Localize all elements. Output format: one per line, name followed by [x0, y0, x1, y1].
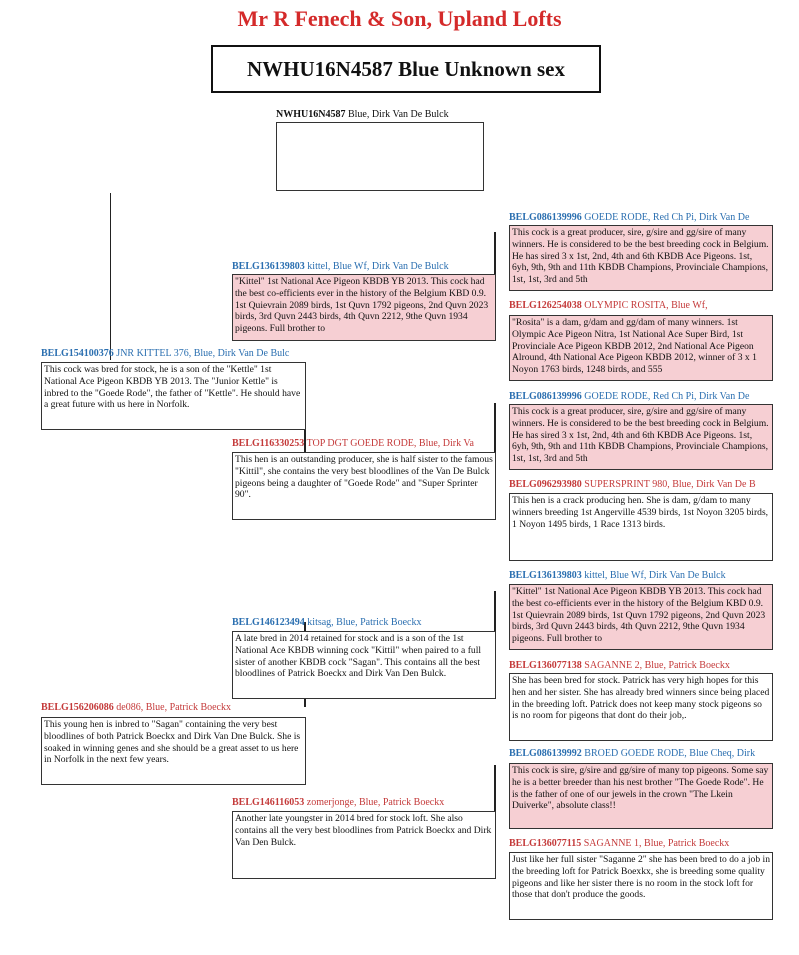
- subject-ring: NWHU16N4587: [276, 109, 346, 120]
- ddd-notes: Just like her full sister "Saganne 2" she has been bred to do a job in the breeding loft for Patrick Boexkx, she is breeding some quality pigeons and like her sister there is no room in the stock loft for those that don't produce the goods.: [509, 852, 773, 920]
- dss-desc: kittel, Blue Wf, Dirk Van De Bulck: [584, 570, 726, 581]
- sire-sire-ring: BELG136139803: [232, 261, 305, 272]
- sire-dam-desc: TOP DGT GOEDE RODE, Blue, Dirk Va: [306, 438, 474, 449]
- dds-ring: BELG086139992: [509, 748, 582, 759]
- sire-sire-header: [232, 261, 512, 272]
- sire-dam-header: [232, 438, 504, 449]
- dam-sire-notes: A late bred in 2014 retained for stock and is a son of the 1st National Ace KBDB winning cock "Kittil" when paired to a full sister of another KBDB cock "Sagan". This contains all the best bloodlines of Patrick Boeckx and Dirk Van Den Bulck.: [232, 631, 496, 699]
- sire-sire-desc: kittel, Blue Wf, Dirk Van De Bulck: [307, 261, 449, 272]
- sds-header: [509, 391, 794, 402]
- sss-notes: This cock is a great producer, sire, g/sire and gg/sire of many winners. He is considered to be the best breeding cock in Belgium. He has sired 3 x 1st, 2nd, 4th and 6th KBDB Ace Pigeons. 1st, 6yh, 9th, 9th and 11th KBDB Champions, Provinciale Champions, 1st, 1st, 3rd and 5th: [509, 225, 773, 291]
- pigeon-id: NWHU16N4587 Blue Unknown sex: [247, 56, 565, 81]
- dam-dam-ring: BELG146116053: [232, 797, 305, 808]
- sire-dam-notes: This hen is an outstanding producer, she is half sister to the famous "Kittil", she contains the very best bloodlines of the Van De Bulck pigeons being a daughter of "Goede Rode" and "Super Sprinter 90".: [232, 452, 496, 520]
- ddd-ring: BELG136077115: [509, 838, 582, 849]
- subject-header: [276, 109, 449, 120]
- dam-dam-desc: zomerjonge, Blue, Patrick Boeckx: [306, 797, 445, 808]
- dam-sire-desc: kitsag, Blue, Patrick Boeckx: [307, 617, 422, 628]
- page-title: Mr R Fenech & Son, Upland Lofts: [237, 6, 562, 31]
- sdd-header: [509, 479, 794, 490]
- dds-desc: BROED GOEDE RODE, Blue Cheq, Dirk: [584, 748, 756, 759]
- ssd-desc: OLYMPIC ROSITA, Blue Wf,: [584, 300, 708, 311]
- sdd-ring: BELG096293980: [509, 479, 582, 490]
- dds-header: [509, 748, 794, 759]
- sss-header: [509, 212, 794, 223]
- sire-notes: This cock was bred for stock, he is a son of the "Kettle" 1st National Ace Pigeon KBDB YB 2013. The "Junior Kettle" is inbred to the "Goede Rode", the father of "Kettle". He should have a great future with us here in Norfolk.: [41, 362, 306, 430]
- sdd-desc: SUPERSPRINT 980, Blue, Dirk Van De B: [584, 479, 756, 490]
- sss-desc: GOEDE RODE, Red Ch Pi, Dirk Van De: [584, 212, 750, 223]
- ssd-ring: BELG126254038: [509, 300, 582, 311]
- dam-sire-ring: BELG146123494: [232, 617, 305, 628]
- sdd-notes: This hen is a crack producing hen. She is dam, g/dam to many winners breeding 1st Angerville 4539 birds, 1st Noyon 3205 birds, 1 Noyon 1495 birds, 1 Race 1313 birds.: [509, 493, 773, 561]
- ddd-header: [509, 838, 794, 849]
- dds-notes: This cock is sire, g/sire and gg/sire of many top pigeons. Some say he is a better breeder than his nest brother "The Goede Rode". He is the father of one of our jewels in the crown "The Lkein Duiverke", absolute class!!: [509, 763, 773, 829]
- sire-dam-ring: BELG116330253: [232, 438, 305, 449]
- dsd-header: [509, 660, 794, 671]
- dsd-desc: SAGANNE 2, Blue, Patrick Boeckx: [584, 660, 730, 671]
- ddd-desc: SAGANNE 1, Blue, Patrick Boeckx: [583, 838, 730, 849]
- dsd-ring: BELG136077138: [509, 660, 582, 671]
- dss-ring: BELG136139803: [509, 570, 582, 581]
- sire-desc: JNR KITTEL 376, Blue, Dirk Van De Bulc: [116, 348, 290, 359]
- sire-ring: BELG154100376: [41, 348, 114, 359]
- sds-notes: This cock is a great producer, sire, g/sire and gg/sire of many winners. He is considered to be the best breeding cock in Belgium. He has sired 3 x 1st, 2nd, 4th and 6th KBDB Ace Pigeons. 1st, 6yh, 9th, 9th and 11th KBDB Champions, Provinciale Champions, 1st, 1st, 3rd and 5th: [509, 404, 773, 470]
- sds-ring: BELG086139996: [509, 391, 582, 402]
- sire-sire-notes: "Kittel" 1st National Ace Pigeon KBDB YB 2013. This cock had the best co-efficients ever in the history of the Belgium KBD 0.9. 1st Quievrain 2089 birds, 1st Quvn 1792 pigeons, 2nd Quvn 2023 birds, 3rd Quvn 2443 birds, 4th Quvn 2212, 9the Quvn 1934 pigeons. Full brother to: [232, 274, 496, 341]
- sds-desc: GOEDE RODE, Red Ch Pi, Dirk Van De: [584, 391, 750, 402]
- dam-sire-header: [232, 617, 512, 628]
- connector-line: [110, 193, 111, 360]
- dam-ring: BELG156206086: [41, 702, 114, 713]
- pigeon-id-box: [211, 45, 601, 93]
- dss-header: [509, 570, 794, 581]
- sire-header: [41, 348, 321, 359]
- dam-dam-notes: Another late youngster in 2014 bred for stock loft. She also contains all the very best bloodlines from Patrick Boeckx and Dirk Van Den Bulck.: [232, 811, 496, 879]
- subject-notes-box: [276, 122, 484, 191]
- sss-ring: BELG086139996: [509, 212, 582, 223]
- dam-notes: This young hen is inbred to "Sagan" containing the very best bloodlines of both Patrick Boeckx and Dirk Van Dne Bulck. She is soaked in winning genes and she should be a great asset to us here in Norfolk in the next few years.: [41, 717, 306, 785]
- ssd-header: [509, 300, 794, 311]
- dss-notes: "Kittel" 1st National Ace Pigeon KBDB YB 2013. This cock had the best co-efficients ever in the history of the Belgium KBD 0.9. 1st Quievrain 2089 birds, 1st Quvn 1792 pigeons, 2nd Quvn 2023 birds, 3rd Quvn 2443 birds, 4th Quvn 2212, 9the Quvn 1934 pigeons. Full brother to: [509, 584, 773, 650]
- subject-desc: Blue, Dirk Van De Bulck: [347, 109, 449, 120]
- dam-dam-header: [232, 797, 512, 808]
- ssd-notes: "Rosita" is a dam, g/dam and gg/dam of many winners. 1st Olympic Ace Pigeon Nitra, 1st National Ace Super Bird, 1st Provinciale Ace Pigeon KBDB 2012, 2nd National Ace Pigeon Alround, 4th National Ace Pigeon KBDB 2012, winner of 3 x 1 Noyon 1763 birds, 1248 birds, and 555: [509, 315, 773, 381]
- dam-header: [41, 702, 321, 713]
- dam-desc: de086, Blue, Patrick Boeckx: [116, 702, 231, 713]
- dsd-notes: She has been bred for stock. Patrick has very high hopes for this hen and her sister. She has already bred winners since being placed in the breeding loft. Patrick does not keep many stock pigeons so is no room for pigeons that dont do their job,.: [509, 673, 773, 741]
